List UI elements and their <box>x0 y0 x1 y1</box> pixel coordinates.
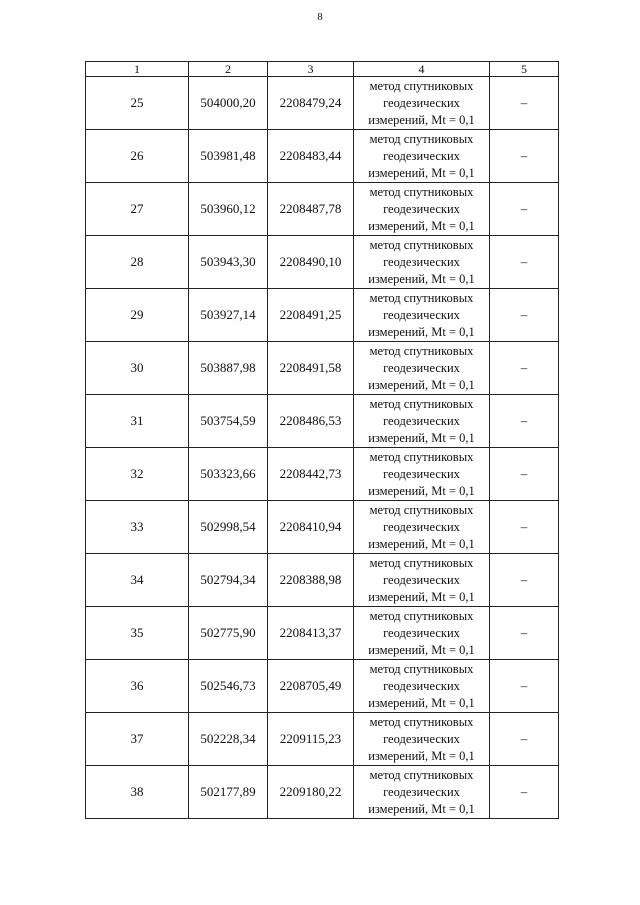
method-line: метод спутниковых <box>369 184 474 199</box>
method-line: метод спутниковых <box>369 502 474 517</box>
x-coordinate-cell: 502998,54 <box>189 501 268 554</box>
method-line: метод спутниковых <box>369 714 474 729</box>
method-cell <box>354 236 490 289</box>
x-coordinate-cell: 503927,14 <box>189 289 268 342</box>
note-cell: – <box>490 183 559 236</box>
y-coordinate-cell: 2208486,53 <box>268 395 354 448</box>
method-line: метод спутниковых <box>369 449 474 464</box>
page-number: 8 <box>317 11 323 23</box>
y-coordinate-cell: 2208483,44 <box>268 130 354 183</box>
point-number-cell: 30 <box>86 342 189 395</box>
y-coordinate-cell: 2208388,98 <box>268 554 354 607</box>
method-line: геодезических <box>383 413 460 428</box>
y-coordinate-cell: 2208410,94 <box>268 501 354 554</box>
note-cell: – <box>490 660 559 713</box>
point-number-cell: 29 <box>86 289 189 342</box>
table-row <box>86 236 559 289</box>
method-cell <box>354 501 490 554</box>
method-line: измерений, Mt = 0,1 <box>368 748 475 763</box>
y-coordinate-cell: 2208490,10 <box>268 236 354 289</box>
table-row <box>86 395 559 448</box>
x-coordinate-cell: 503943,30 <box>189 236 268 289</box>
table-row <box>86 554 559 607</box>
method-line: геодезических <box>383 466 460 481</box>
header-col-1: 1 <box>86 62 189 77</box>
method-line: измерений, Mt = 0,1 <box>368 112 475 127</box>
method-cell <box>354 660 490 713</box>
point-number-cell: 25 <box>86 77 189 130</box>
note-cell: – <box>490 554 559 607</box>
y-coordinate-cell: 2208479,24 <box>268 77 354 130</box>
note-cell: – <box>490 713 559 766</box>
x-coordinate-cell: 503960,12 <box>189 183 268 236</box>
method-cell <box>354 77 490 130</box>
method-cell <box>354 607 490 660</box>
x-coordinate-cell: 503323,66 <box>189 448 268 501</box>
method-line: геодезических <box>383 254 460 269</box>
table-row <box>86 448 559 501</box>
method-line: измерений, Mt = 0,1 <box>368 642 475 657</box>
method-line: измерений, Mt = 0,1 <box>368 165 475 180</box>
method-line: метод спутниковых <box>369 608 474 623</box>
method-cell <box>354 554 490 607</box>
point-number-cell: 26 <box>86 130 189 183</box>
x-coordinate-cell: 502177,89 <box>189 766 268 819</box>
table-row <box>86 766 559 819</box>
note-cell: – <box>490 607 559 660</box>
method-line: геодезических <box>383 784 460 799</box>
point-number-cell: 34 <box>86 554 189 607</box>
method-line: геодезических <box>383 360 460 375</box>
point-number-cell: 28 <box>86 236 189 289</box>
note-cell: – <box>490 130 559 183</box>
x-coordinate-cell: 502546,73 <box>189 660 268 713</box>
method-cell <box>354 130 490 183</box>
coordinates-table <box>85 61 559 819</box>
table-row <box>86 130 559 183</box>
table-row <box>86 607 559 660</box>
note-cell: – <box>490 77 559 130</box>
method-line: метод спутниковых <box>369 131 474 146</box>
y-coordinate-cell: 2208705,49 <box>268 660 354 713</box>
method-line: измерений, Mt = 0,1 <box>368 695 475 710</box>
method-line: геодезических <box>383 519 460 534</box>
note-cell: – <box>490 766 559 819</box>
point-number-cell: 33 <box>86 501 189 554</box>
point-number-cell: 32 <box>86 448 189 501</box>
method-line: геодезических <box>383 148 460 163</box>
table-row <box>86 501 559 554</box>
x-coordinate-cell: 503887,98 <box>189 342 268 395</box>
y-coordinate-cell: 2208491,58 <box>268 342 354 395</box>
x-coordinate-cell: 503754,59 <box>189 395 268 448</box>
point-number-cell: 27 <box>86 183 189 236</box>
note-cell: – <box>490 448 559 501</box>
x-coordinate-cell: 504000,20 <box>189 77 268 130</box>
method-cell <box>354 395 490 448</box>
x-coordinate-cell: 502794,34 <box>189 554 268 607</box>
table-header-row <box>86 62 559 77</box>
table-row <box>86 342 559 395</box>
method-line: измерений, Mt = 0,1 <box>368 324 475 339</box>
note-cell: – <box>490 236 559 289</box>
header-col-4: 4 <box>354 62 490 77</box>
note-cell: – <box>490 289 559 342</box>
method-line: метод спутниковых <box>369 555 474 570</box>
method-line: метод спутниковых <box>369 661 474 676</box>
method-line: измерений, Mt = 0,1 <box>368 271 475 286</box>
point-number-cell: 31 <box>86 395 189 448</box>
method-line: метод спутниковых <box>369 767 474 782</box>
method-line: измерений, Mt = 0,1 <box>368 430 475 445</box>
y-coordinate-cell: 2209180,22 <box>268 766 354 819</box>
method-line: геодезических <box>383 678 460 693</box>
method-cell <box>354 713 490 766</box>
method-line: метод спутниковых <box>369 78 474 93</box>
method-line: геодезических <box>383 95 460 110</box>
note-cell: – <box>490 501 559 554</box>
table-row <box>86 77 559 130</box>
table-row <box>86 713 559 766</box>
note-cell: – <box>490 342 559 395</box>
x-coordinate-cell: 503981,48 <box>189 130 268 183</box>
method-line: геодезических <box>383 572 460 587</box>
method-line: измерений, Mt = 0,1 <box>368 801 475 816</box>
method-line: измерений, Mt = 0,1 <box>368 218 475 233</box>
method-line: геодезических <box>383 307 460 322</box>
header-col-3: 3 <box>268 62 354 77</box>
y-coordinate-cell: 2208442,73 <box>268 448 354 501</box>
header-col-2: 2 <box>189 62 268 77</box>
y-coordinate-cell: 2208413,37 <box>268 607 354 660</box>
method-line: метод спутниковых <box>369 343 474 358</box>
y-coordinate-cell: 2208491,25 <box>268 289 354 342</box>
method-line: геодезических <box>383 731 460 746</box>
method-line: измерений, Mt = 0,1 <box>368 483 475 498</box>
table-row <box>86 183 559 236</box>
method-line: метод спутниковых <box>369 396 474 411</box>
table-row <box>86 289 559 342</box>
y-coordinate-cell: 2209115,23 <box>268 713 354 766</box>
point-number-cell: 36 <box>86 660 189 713</box>
method-line: геодезических <box>383 625 460 640</box>
method-cell <box>354 289 490 342</box>
method-cell <box>354 183 490 236</box>
note-cell: – <box>490 395 559 448</box>
method-line: геодезических <box>383 201 460 216</box>
method-cell <box>354 448 490 501</box>
y-coordinate-cell: 2208487,78 <box>268 183 354 236</box>
method-cell <box>354 766 490 819</box>
method-line: измерений, Mt = 0,1 <box>368 536 475 551</box>
point-number-cell: 37 <box>86 713 189 766</box>
point-number-cell: 35 <box>86 607 189 660</box>
method-line: измерений, Mt = 0,1 <box>368 377 475 392</box>
method-line: метод спутниковых <box>369 290 474 305</box>
method-cell <box>354 342 490 395</box>
x-coordinate-cell: 502775,90 <box>189 607 268 660</box>
x-coordinate-cell: 502228,34 <box>189 713 268 766</box>
point-number-cell: 38 <box>86 766 189 819</box>
header-col-5: 5 <box>490 62 559 77</box>
method-line: метод спутниковых <box>369 237 474 252</box>
table-row <box>86 660 559 713</box>
method-line: измерений, Mt = 0,1 <box>368 589 475 604</box>
